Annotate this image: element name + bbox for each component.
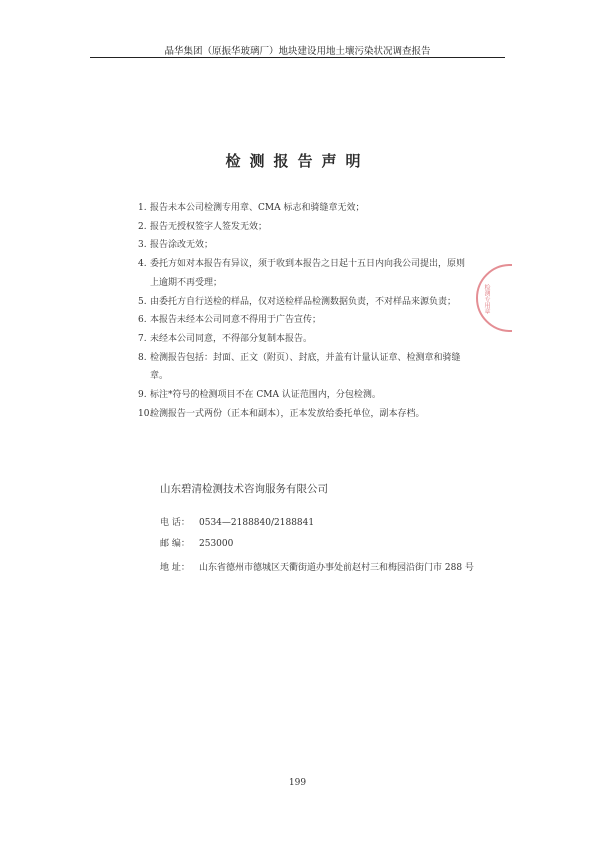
statement-item: [138, 311, 473, 330]
postcode-value: 253000: [199, 539, 234, 549]
statement-item: [138, 386, 473, 405]
statement-item: [138, 330, 473, 349]
address-row: [160, 559, 495, 580]
statement-item: [138, 218, 473, 237]
postcode-row: [160, 538, 495, 559]
contact-block: [160, 517, 495, 580]
item-text: 标注*符号的检测项目不在 CMA 认证范围内，分包检测。: [150, 390, 381, 401]
phone-row: [160, 517, 495, 538]
item-number: 4.: [138, 259, 147, 270]
item-text: 由委托方自行送检的样品，仅对送检样品检测数据负责，不对样品来源负责；: [150, 296, 457, 307]
phone-label: 电 话：: [160, 518, 190, 528]
header-rule: [90, 57, 505, 58]
address-label: 地 址：: [160, 563, 190, 573]
item-number: 2.: [138, 221, 147, 232]
item-text: 检测报告一式两份（正本和副本），正本发放给委托单位，副本存档。: [150, 408, 425, 419]
item-number: 8.: [138, 352, 147, 363]
item-text: 报告无授权签字人签发无效；: [150, 221, 268, 232]
item-text: 未经本公司同意，不得部分复制本报告。: [150, 333, 313, 344]
item-number: 9.: [138, 390, 147, 401]
statement-title: 检测报告声明: [225, 152, 370, 170]
item-number: 10.: [138, 408, 153, 419]
item-number: 6.: [138, 315, 147, 326]
item-number: 1.: [138, 203, 147, 213]
item-text: 检测报告包括：封面、正文（附页）、封底，并盖有计量认证章、检测章和骑缝章。: [150, 352, 461, 382]
item-text: 本报告未经本公司同意不得用于广告宣传；: [150, 315, 322, 326]
statement-item: [138, 199, 473, 218]
red-seal-stamp: [472, 262, 512, 334]
page-number: 199: [288, 778, 307, 788]
statement-item: [138, 349, 473, 386]
postcode-label: 邮 编：: [160, 539, 190, 549]
phone-value: 0534—2188840/2188841: [199, 518, 315, 528]
item-text: 委托方如对本报告有异议，须于收到本报告之日起十五日内向我公司提出，原则上逾期不再受理；: [150, 259, 466, 288]
statement-item: [138, 236, 473, 255]
statement-item: [138, 293, 473, 312]
running-header: 晶华集团（原振华玻璃厂）地块建设用地土壤污染状况调查报告: [164, 46, 431, 57]
seal-text: 检测专用章: [483, 284, 490, 314]
item-text: 报告未本公司检测专用章、CMA 标志和骑缝章无效；: [150, 203, 365, 213]
statement-item: [138, 405, 473, 424]
item-text: 报告涂改无效；: [150, 240, 214, 251]
company-name: 山东碧清检测技术咨询服务有限公司: [160, 483, 328, 495]
statement-item: [138, 255, 473, 292]
item-number: 7.: [138, 333, 147, 344]
address-value: 山东省德州市德城区天衢街道办事处前赵村三和梅园沿街门市 288 号: [199, 563, 474, 573]
item-number: 3.: [138, 240, 147, 251]
item-number: 5.: [138, 296, 147, 307]
statement-list: [138, 199, 473, 423]
